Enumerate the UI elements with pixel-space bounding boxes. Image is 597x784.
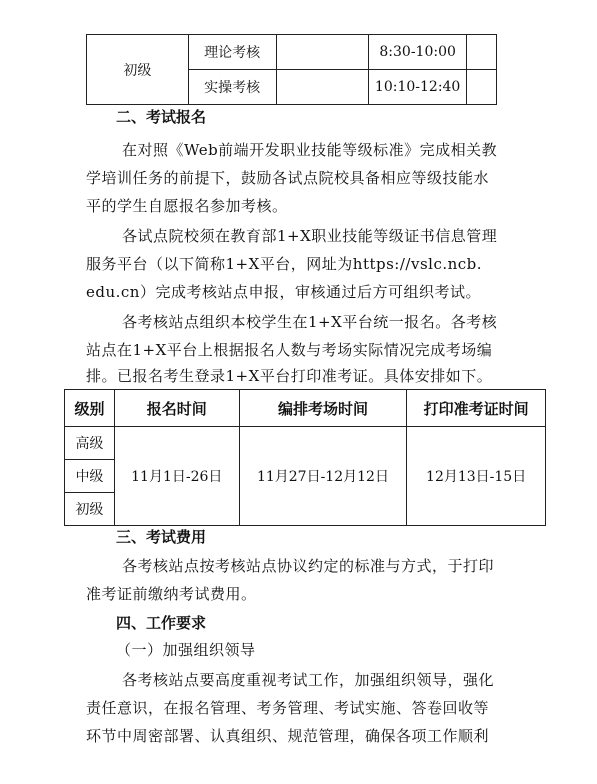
empty-cell bbox=[467, 35, 497, 70]
paragraph-line: 在对照《Web前端开发职业技能等级标准》完成相关教 bbox=[122, 141, 498, 159]
subsection-heading: （一）加强组织领导 bbox=[116, 641, 256, 659]
level-cell: 中级 bbox=[65, 460, 115, 493]
registration-schedule-table bbox=[64, 389, 546, 526]
column-header: 级别 bbox=[65, 390, 115, 427]
empty-cell bbox=[276, 35, 369, 70]
column-header: 编排考场时间 bbox=[239, 390, 407, 427]
exam-schedule-table bbox=[86, 34, 497, 105]
table-row bbox=[65, 427, 546, 460]
paragraph-line: 各试点院校须在教育部1+X职业技能等级证书信息管理 bbox=[122, 227, 498, 245]
print-ticket-time-cell: 12月13日-15日 bbox=[407, 427, 546, 526]
paragraph-line: 各考核站点组织本校学生在1+X平台统一报名。各考核 bbox=[122, 313, 498, 331]
paragraph-line: 各考核站点按考核站点协议约定的标准与方式，于打印 bbox=[122, 557, 495, 575]
exam-item-cell: 实操考核 bbox=[188, 70, 276, 105]
section-heading-requirements: 四、工作要求 bbox=[116, 614, 207, 632]
paragraph-line: 准考证前缴纳考试费用。 bbox=[86, 585, 257, 603]
column-header: 打印准考证时间 bbox=[407, 390, 546, 427]
level-cell: 初级 bbox=[65, 493, 115, 526]
section-heading-registration: 二、考试报名 bbox=[116, 108, 207, 126]
section-heading-fees: 三、考试费用 bbox=[116, 528, 207, 546]
exam-time-cell: 10:10-12:40 bbox=[369, 70, 467, 105]
empty-cell bbox=[276, 70, 369, 105]
paragraph-line: 服务平台（以下简称1+X平台，网址为https://vslc.ncb. bbox=[86, 255, 483, 273]
exam-item-cell: 理论考核 bbox=[188, 35, 276, 70]
paragraph-line: edu.cn）完成考核站点申报，审核通过后方可组织考试。 bbox=[86, 283, 481, 301]
empty-cell bbox=[467, 70, 497, 105]
column-header: 报名时间 bbox=[114, 390, 239, 427]
paragraph-line: 责任意识，在报名管理、考务管理、考试实施、答卷回收等 bbox=[86, 699, 490, 717]
paragraph-line: 站点在1+X平台上根据报名人数与考场实际情况完成考场编 bbox=[86, 341, 493, 359]
level-cell: 初级 bbox=[87, 35, 189, 105]
table-row bbox=[87, 35, 497, 70]
table-header-row bbox=[65, 390, 546, 427]
arrangement-time-cell: 11月27日-12月12日 bbox=[239, 427, 407, 526]
paragraph-line: 环节中周密部署、认真组织、规范管理，确保各项工作顺利 bbox=[86, 727, 490, 745]
paragraph-line: 学培训任务的前提下，鼓励各试点院校具备相应等级技能水 bbox=[86, 169, 490, 187]
exam-time-cell: 8:30-10:00 bbox=[369, 35, 467, 70]
paragraph-line: 各考核站点要高度重视考试工作，加强组织领导，强化 bbox=[122, 671, 495, 689]
paragraph-line: 排。已报名考生登录1+X平台打印准考证。具体安排如下。 bbox=[86, 367, 493, 385]
level-cell: 高级 bbox=[65, 427, 115, 460]
paragraph-line: 平的学生自愿报名参加考核。 bbox=[86, 197, 288, 215]
registration-time-cell: 11月1日-26日 bbox=[114, 427, 239, 526]
